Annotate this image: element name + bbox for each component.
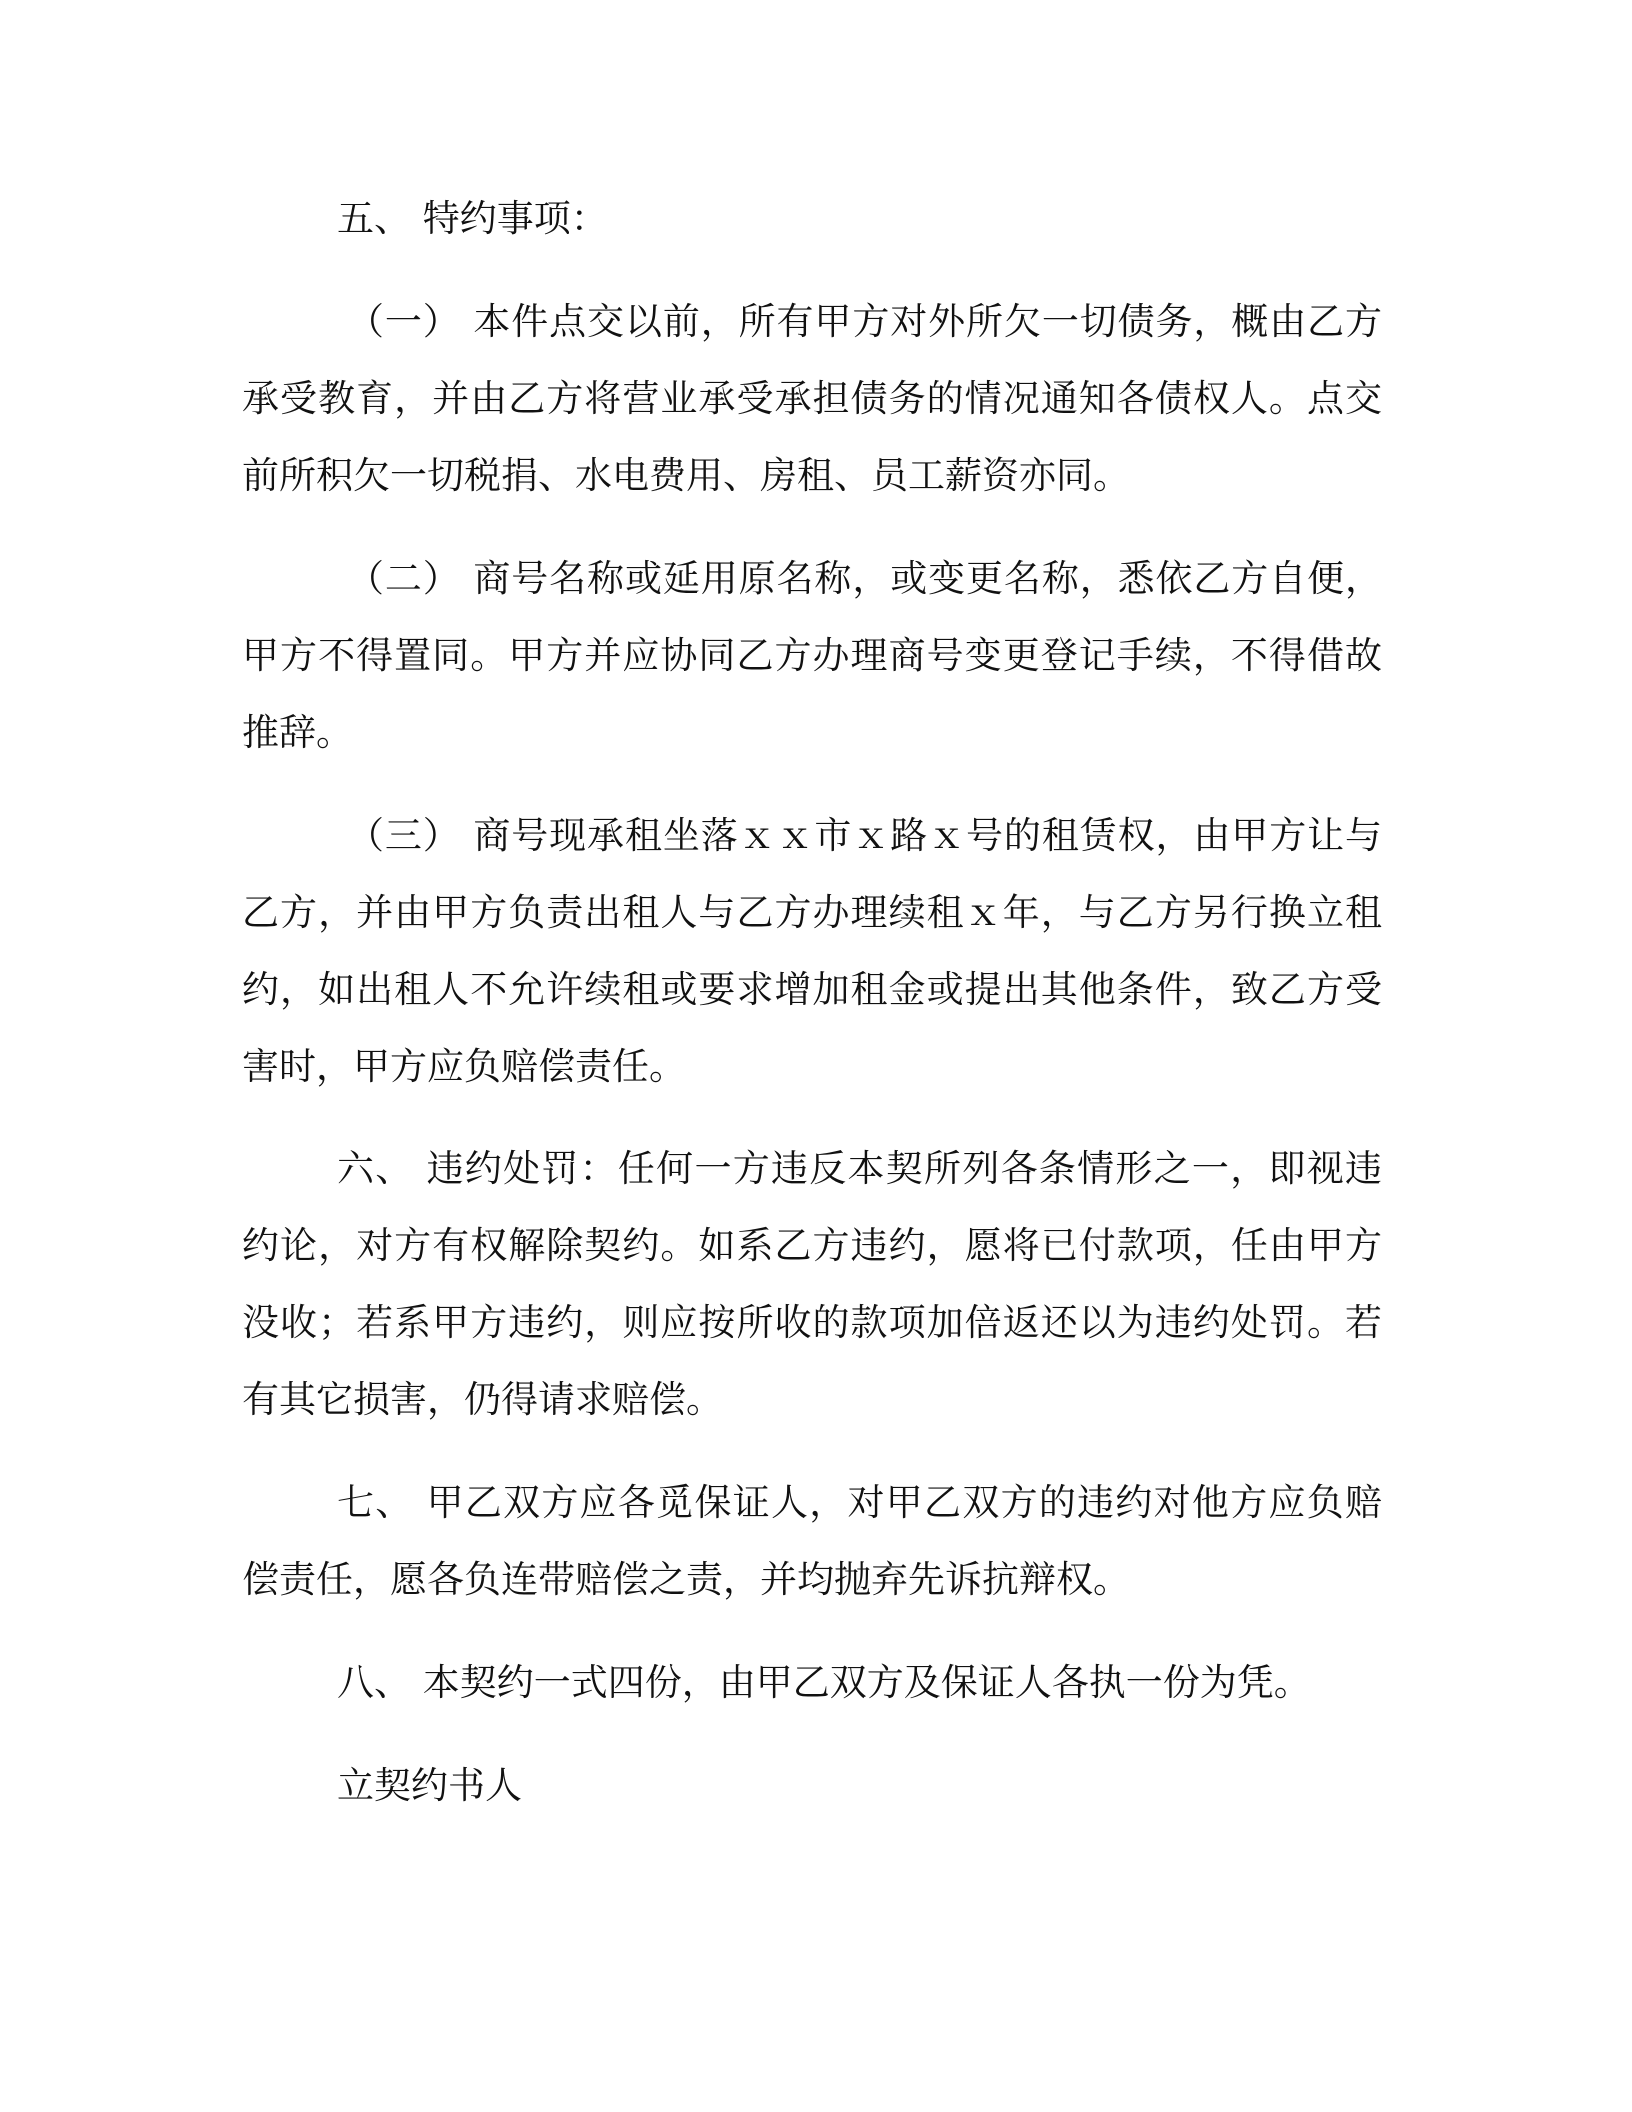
section5-item2: （二） 商号名称或延用原名称，或变更名称，悉依乙方自便，甲方不得置同。甲方并应协同乙方办理商号变更登记手续，不得借故推辞。 <box>242 557 1382 754</box>
section6-penalty: 六、 违约处罚：任何一方违反本契所列各条情形之一，即视违约论，对方有权解除契约。如系乙方违约，愿将已付款项，任由甲方没收；若系甲方违约，则应按所收的款项加倍返还以为违约处罚。若有其它损害，仍得请求赔偿。 <box>242 1147 1382 1421</box>
section5-item3: （三） 商号现承租坐落ｘｘ市ｘ路ｘ号的租赁权，由甲方让与乙方，并由甲方负责出租人与乙方办理续租ｘ年，与乙方另行换立租约，如出租人不允许续租或要求增加租金或提出其他条件，致乙方受害时，甲方应负赔偿责任。 <box>242 814 1382 1088</box>
section5-item1: （一） 本件点交以前，所有甲方对外所欠一切债务，概由乙方承受教育，并由乙方将营业承受承担债务的情况通知各债权人。点交前所积欠一切税捐、水电费用、房租、员工薪资亦同。 <box>242 300 1382 497</box>
section7-guarantor: 七、 甲乙双方应各觅保证人，对甲乙双方的违约对他方应负赔偿责任，愿各负连带赔偿之责，并均抛弃先诉抗辩权。 <box>242 1481 1382 1601</box>
signature-label: 立契约书人 <box>337 1764 522 1807</box>
section5-heading: 五、 特约事项： <box>337 197 608 240</box>
section8-copies: 八、 本契约一式四份，由甲乙双方及保证人各执一份为凭。 <box>337 1661 1311 1704</box>
